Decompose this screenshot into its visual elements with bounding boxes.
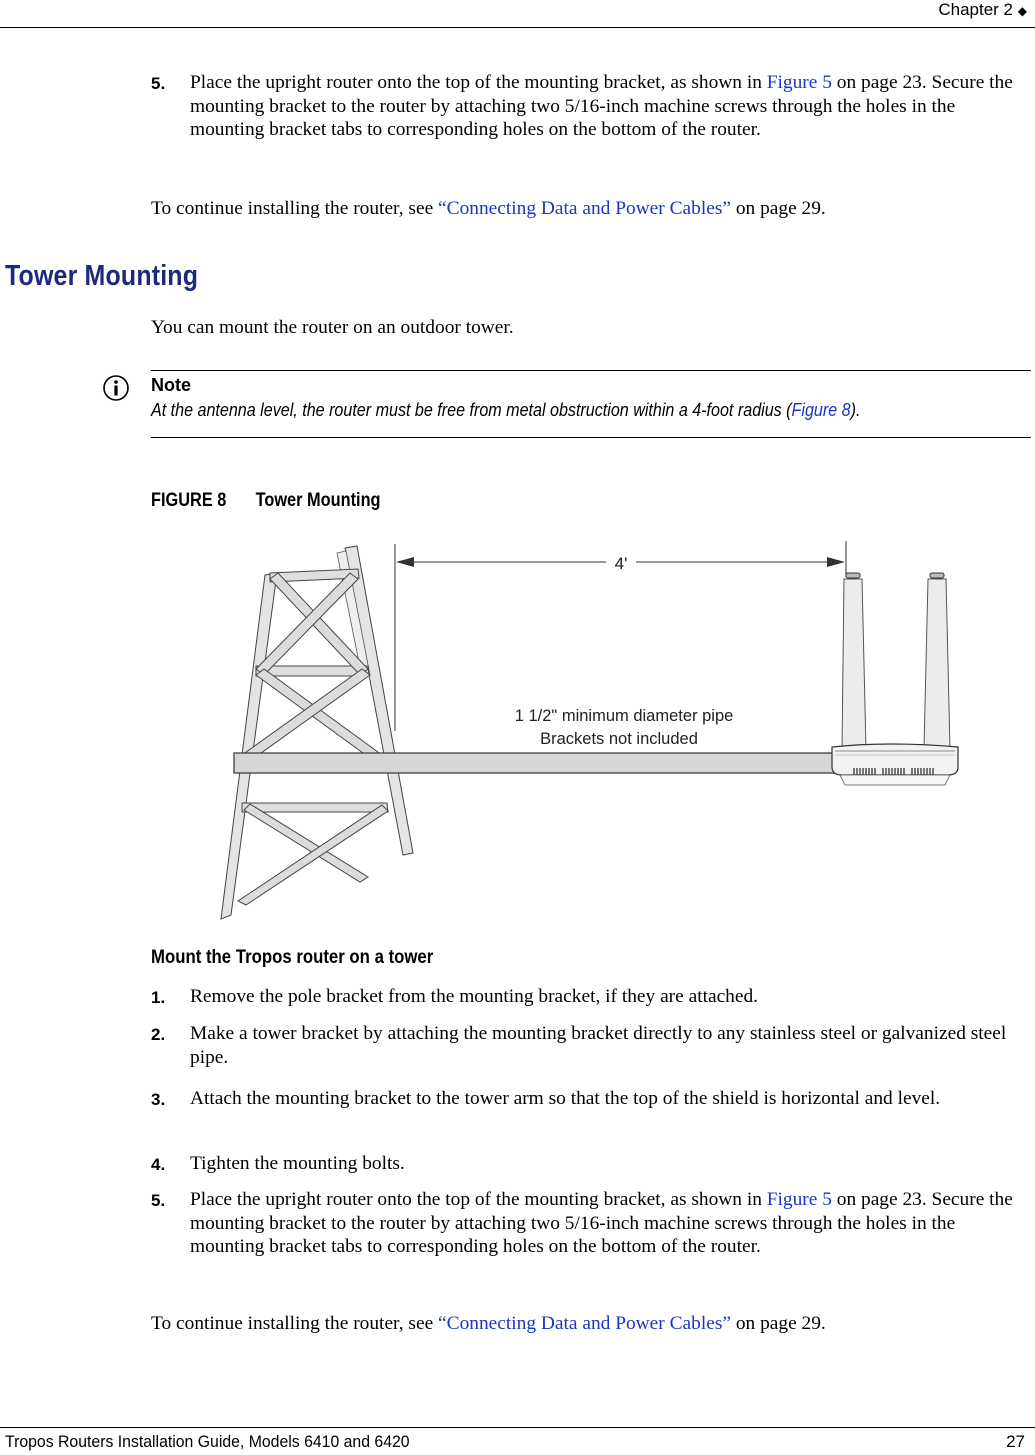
step-text: Attach the mounting bracket to the tower arm so that the top of the shield is horizontal and level. bbox=[190, 1088, 941, 1109]
chapter-label: Chapter 2 ◆ bbox=[938, 0, 1027, 19]
running-header bbox=[0, 0, 1035, 28]
pipe-label-brackets: Brackets not included bbox=[540, 730, 698, 748]
router-antenna-right bbox=[924, 573, 950, 749]
step-text: Place the upright router onto the top of the mounting bracket, as shown in Figure 5 on page 23. Secure the mounting bracket to the router by attaching two 5/16-inch machine screws through the holes in the mounting bracket tabs to corresponding holes on the bottom of the router. bbox=[190, 1189, 1013, 1257]
bottom-continue-paragraph: To continue installing the router, see “Connecting Data and Power Cables” on page 29. bbox=[151, 1313, 826, 1334]
pipe-label-diameter: 1 1/2" minimum diameter pipe bbox=[514, 707, 734, 725]
step-number: 4. bbox=[151, 1155, 166, 1174]
section-intro: You can mount the router on an outdoor tower. bbox=[151, 317, 514, 338]
figure-caption bbox=[151, 490, 381, 512]
router-base bbox=[840, 775, 950, 785]
figure-8-link[interactable]: Figure 8 bbox=[791, 399, 851, 420]
tower-mounting-figure bbox=[190, 535, 990, 925]
page-number: 27 bbox=[1006, 1432, 1025, 1451]
step-number: 2. bbox=[151, 1025, 166, 1044]
step-text: Tighten the mounting bolts. bbox=[190, 1153, 405, 1174]
step-number: 3. bbox=[151, 1090, 166, 1109]
connecting-cables-link[interactable]: “Connecting Data and Power Cables” bbox=[438, 198, 731, 219]
top-continue-paragraph: To continue installing the router, see “Connecting Data and Power Cables” on page 29. bbox=[151, 198, 826, 219]
mounting-pipe bbox=[234, 753, 846, 773]
dimension-label: 4' bbox=[614, 554, 628, 573]
step-number: 1. bbox=[151, 988, 166, 1007]
note-label: Note bbox=[151, 375, 191, 395]
note-text: At the antenna level, the router must be free from metal obstruction within a 4-foot radius (Figure 8). bbox=[151, 399, 861, 420]
router-antenna-left bbox=[842, 573, 866, 749]
section-title: Tower Mounting bbox=[5, 260, 199, 292]
running-footer bbox=[0, 1427, 1035, 1455]
diamond-icon: ◆ bbox=[1017, 4, 1027, 18]
figure-title: Tower Mounting bbox=[255, 490, 381, 511]
connecting-cables-link[interactable]: “Connecting Data and Power Cables” bbox=[438, 1313, 731, 1334]
note-box bbox=[151, 370, 1031, 438]
step-text: Place the upright router onto the top of the mounting bracket, as shown in Figure 5 on page 23. Secure the mounting bracket to the router by attaching two 5/16-inch machine screws through the holes in the mounting bracket tabs to corresponding holes on the bottom of the router. bbox=[190, 72, 1013, 140]
figure-5-link[interactable]: Figure 5 bbox=[766, 1189, 832, 1210]
procedure-heading: Mount the Tropos router on a tower bbox=[151, 946, 434, 968]
step-number: 5. bbox=[151, 1191, 166, 1210]
guide-title: Tropos Routers Installation Guide, Models 6410 and 6420 bbox=[5, 1432, 410, 1451]
step-text: Remove the pole bracket from the mounting bracket, if they are attached. bbox=[190, 986, 759, 1007]
step-text: Make a tower bracket by attaching the mounting bracket directly to any stainless steel or galvanized steel pipe. bbox=[190, 1023, 1007, 1068]
step-number: 5. bbox=[151, 74, 166, 93]
figure-5-link[interactable]: Figure 5 bbox=[766, 72, 832, 93]
dimension-arrow-right-icon bbox=[827, 557, 845, 567]
figure-label: FIGURE 8 bbox=[151, 490, 227, 511]
dimension-arrow-left-icon bbox=[396, 557, 414, 567]
info-icon bbox=[102, 374, 130, 402]
